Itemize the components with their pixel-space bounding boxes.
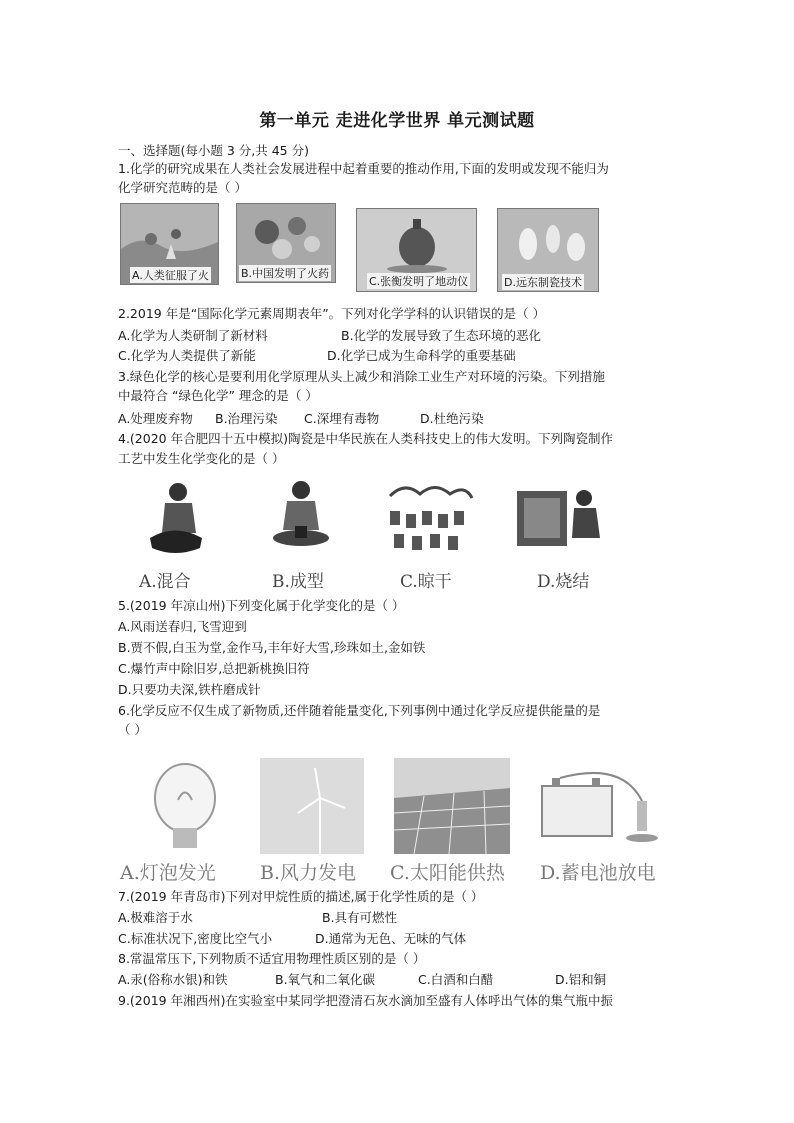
q6-image-battery	[532, 766, 672, 856]
page-title: 第一单元 走进化学世界 单元测试题	[259, 111, 535, 131]
q5-option-a: A.风雨送春归,飞雪迎到	[118, 619, 247, 634]
q2-stem: 2.2019 年是“国际化学元素周期表年”。下列对化学学科的认识错误的是（ ）	[118, 306, 546, 321]
q8-option-d: D.铝和铜	[555, 972, 607, 987]
q8-option-c: C.白酒和白醋	[418, 972, 494, 987]
q3-stem-line1: 3.绿色化学的核心是要利用化学原理从头上减少和消除工业生产对环境的污染。下列措施	[118, 369, 605, 384]
q6-caption-c: C.太阳能供热	[390, 862, 505, 884]
q2-option-b: B.化学的发展导致了生态环境的恶化	[341, 328, 542, 343]
q1-image-gunpowder	[236, 203, 336, 283]
q8-stem: 8.常温常压下,下列物质不适宜用物理性质区别的是（ ）	[118, 951, 426, 966]
q4-image-mixing	[130, 478, 220, 568]
q4-caption-b: B.成型	[272, 572, 324, 592]
q1-stem-line1: 1.化学的研究成果在人类社会发展进程中起着重要的推动作用,下面的发明或发现不能归为	[118, 161, 609, 176]
q6-caption-d: D.蓄电池放电	[540, 862, 656, 884]
q6-image-bulb	[140, 760, 230, 855]
q5-option-d: D.只要功夫深,铁杵磨成针	[118, 682, 261, 697]
q2-option-c: C.化学为人类提供了新能	[118, 348, 256, 363]
q1-caption-d: D.远东制瓷技术	[504, 276, 582, 289]
q4-image-shaping	[255, 478, 347, 568]
q6-image-solar	[394, 758, 510, 854]
q5-option-c: C.爆竹声中除旧岁,总把新桃换旧符	[118, 661, 310, 676]
q4-caption-d: D.烧结	[537, 572, 590, 592]
q2-option-d: D.化学已成为生命科学的重要基础	[327, 348, 516, 363]
q7-option-c: C.标准状况下,密度比空气小	[118, 931, 273, 946]
q2-option-a: A.化学为人类研制了新材料	[118, 328, 268, 343]
q8-option-a: A.汞(俗称水银)和铁	[118, 972, 228, 987]
q5-option-b: B.贾不假,白玉为堂,金作马,丰年好大雪,珍珠如土,金如铁	[118, 640, 426, 655]
q1-caption-b: B.中国发明了火药	[241, 267, 330, 280]
q6-stem-line1: 6.化学反应不仅生成了新物质,还伴随着能量变化,下列事例中通过化学反应提供能量的是	[118, 703, 601, 718]
q1-image-porcelain	[497, 208, 599, 292]
q1-caption-c: C.张衡发明了地动仪	[369, 275, 469, 288]
q6-stem-line2: （ ）	[118, 722, 147, 737]
q4-image-drying	[380, 476, 476, 568]
q4-stem-line1: 4.(2020 年合肥四十五中模拟)陶瓷是中华民族在人类科技史上的伟大发明。下列陶瓷制作	[118, 431, 613, 446]
q6-caption-b: B.风力发电	[260, 862, 357, 884]
section-heading: 一、选择题(每小题 3 分,共 45 分)	[118, 143, 309, 158]
q7-stem: 7.(2019 年青岛市)下列对甲烷性质的描述,属于化学性质的是（ ）	[118, 889, 484, 904]
q6-caption-a: A.灯泡发光	[120, 862, 216, 884]
q3-option-c: C.深埋有毒物	[304, 411, 380, 426]
q9-stem-line1: 9.(2019 年湘西州)在实验室中某同学把澄清石灰水滴加至盛有人体呼出气体的集气瓶中振	[118, 993, 613, 1008]
q3-option-d: D.杜绝污染	[420, 411, 484, 426]
q4-caption-c: C.晾干	[400, 572, 452, 592]
q4-image-firing	[512, 476, 608, 568]
q1-image-seismograph	[356, 208, 477, 292]
q5-stem: 5.(2019 年凉山州)下列变化属于化学变化的是（ ）	[118, 598, 405, 613]
q1-caption-a: A.人类征服了火	[132, 269, 209, 282]
q6-image-wind	[260, 758, 364, 854]
q4-caption-a: A.混合	[139, 572, 191, 592]
q3-option-a: A.处理废弃物	[118, 411, 193, 426]
q7-option-b: B.具有可燃性	[322, 910, 398, 925]
q4-stem-line2: 工艺中发生化学变化的是（ ）	[118, 451, 285, 466]
q3-stem-line2: 中最符合 “绿色化学” 理念的是（ ）	[118, 388, 318, 403]
q7-option-a: A.极难溶于水	[118, 910, 193, 925]
q1-stem-line2: 化学研究范畴的是（ ）	[118, 180, 247, 195]
q7-option-d: D.通常为无色、无味的气体	[315, 931, 467, 946]
q8-option-b: B.氧气和二氧化碳	[275, 972, 376, 987]
q1-image-fire	[120, 203, 219, 285]
q3-option-b: B.治理污染	[215, 411, 278, 426]
